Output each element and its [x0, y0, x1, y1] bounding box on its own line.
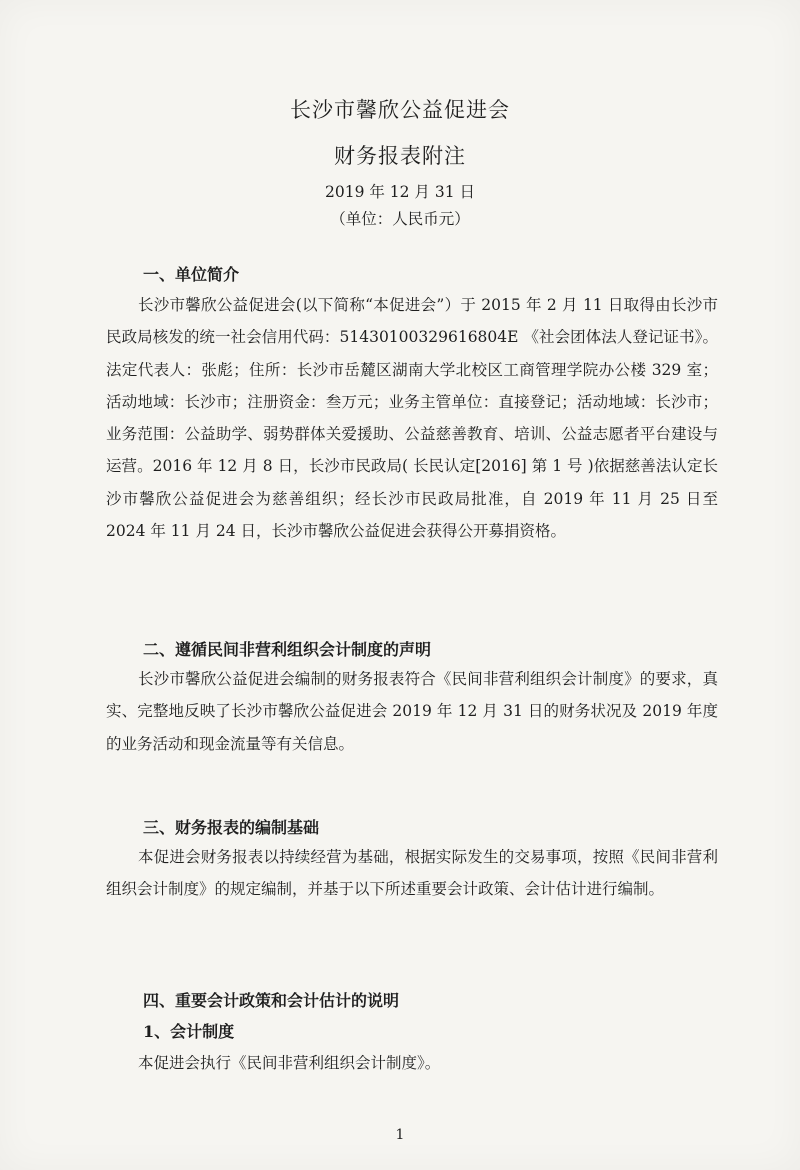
section-heading-2: 二、遵循民间非营利组织会计制度的声明: [143, 640, 432, 659]
report-date: 2019 年 12 月 31 日: [324, 183, 476, 201]
section-3-paragraph: 本促进会财务报表以持续经营为基础，根据实际发生的交易事项，按照《民间非营利组织会计制度》的规定编制，并基于以下所述重要会计政策、会计估计进行编制。: [106, 848, 718, 899]
document-title: 长沙市馨欣公益促进会: [290, 98, 510, 122]
subsection-heading-4-1: 1、会计制度: [143, 1022, 235, 1041]
section-4-paragraph: 本促进会执行《民间非营利组织会计制度》。: [138, 1054, 441, 1072]
document-subtitle: 财务报表附注: [334, 144, 466, 168]
section-heading-3: 三、财务报表的编制基础: [143, 818, 320, 837]
section-2-paragraph: 长沙市馨欣公益促进会编制的财务报表符合《民间非营利组织会计制度》的要求，真实、完整地反映了长沙市馨欣公益促进会 2019 年 12 月 31 日的财务状况及 2019 年度的业务活动和现金流量等有关信息。: [106, 670, 718, 753]
page-number: 1: [395, 1127, 405, 1143]
currency-unit: （单位：人民币元）: [330, 210, 470, 228]
section-heading-4: 四、重要会计政策和会计估计的说明: [143, 991, 400, 1010]
section-1-paragraph: 长沙市馨欣公益促进会(以下简称“本促进会”）于 2015 年 2 月 11 日取得由长沙市民政局核发的统一社会信用代码：51430100329616804E 《社会团体法人登记证书》。法定代表人：张彪；住所：长沙市岳麓区湖南大学北校区工商管理学院办公楼 329 室；活动地域：长沙市；注册资金：叁万元；业务主管单位：直接登记；活动地域：长沙市；业务范围：公益助学、弱势群体关爱援助、公益慈善教育、培训、公益志愿者平台建设与运营。2016 年 12 月 8 日，长沙市民政局( 长民认定[2016] 第 1 号 )依据慈善法认定长沙市馨欣公益促进会为慈善组织；经长沙市民政局批准，自 2019 年 11 月 25 日至 2024 年 11 月 24 日，长沙市馨欣公益促进会获得公开募捐资格。: [106, 296, 718, 541]
section-heading-1: 一、单位简介: [143, 265, 240, 284]
